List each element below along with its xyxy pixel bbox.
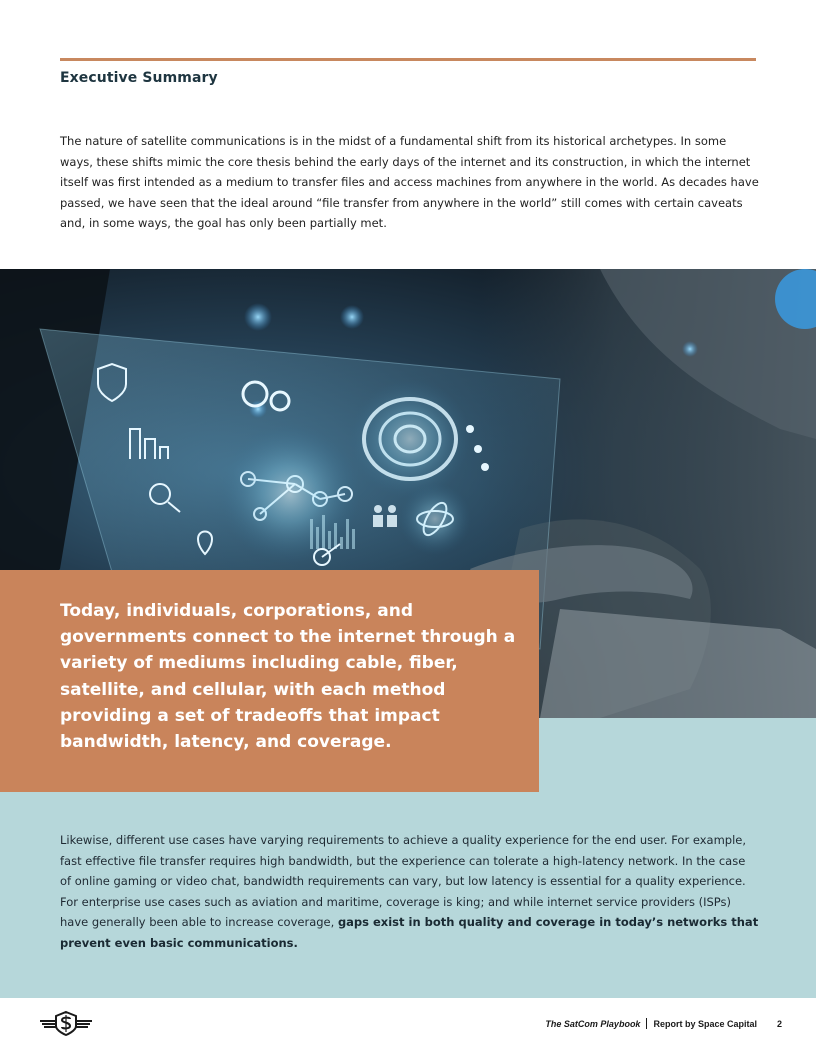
header-rule [60,58,756,61]
footer [545,1018,782,1029]
pull-quote: Today, individuals, corporations, and governments connect to the internet through a variety of mediums including cable, fiber, satellite, and cellular, with each method providing a set of tradeoffs that impact bandwidth, latency, and coverage. [60,601,516,753]
intro-paragraph: The nature of satellite communications is in the midst of a fundamental shift from its historical archetypes. In some ways, these shifts mimic the core thesis behind the early days of the internet and its construction, in which the internet itself was first intended as a medium to transfer files and access machines from anywhere in the world. As decades have passed, we have seen that the ideal around “file transfer from anywhere in the world” still comes with certain caveats and, in some ways, the goal has only been partially met. [60,134,759,230]
footer-publication: The SatCom Playbook [545,1018,641,1029]
space-capital-logo-icon [38,1010,94,1036]
footer-byline: Report by Space Capital [653,1018,757,1029]
section-title: Executive Summary [60,70,218,86]
body-paragraph-bold: gaps exist in both quality and coverage in today’s networks that prevent even basic communications. [60,915,759,950]
page-number: 2 [776,1018,782,1029]
footer-separator [646,1018,647,1029]
body-paragraph-text: Likewise, different use cases have varying requirements to achieve a quality experience for the end user. For example, fast effective file transfer requires high bandwidth, but the experience can tolerate a high-latency network. In the case of online gaming or video chat, bandwidth requirements can vary, but low latency is essential for a quality experience. For enterprise use cases such as aviation and maritime, coverage is king; and while internet service providers (ISPs) have generally been able to increase coverage, [60,833,746,930]
body-paragraph [60,830,760,954]
